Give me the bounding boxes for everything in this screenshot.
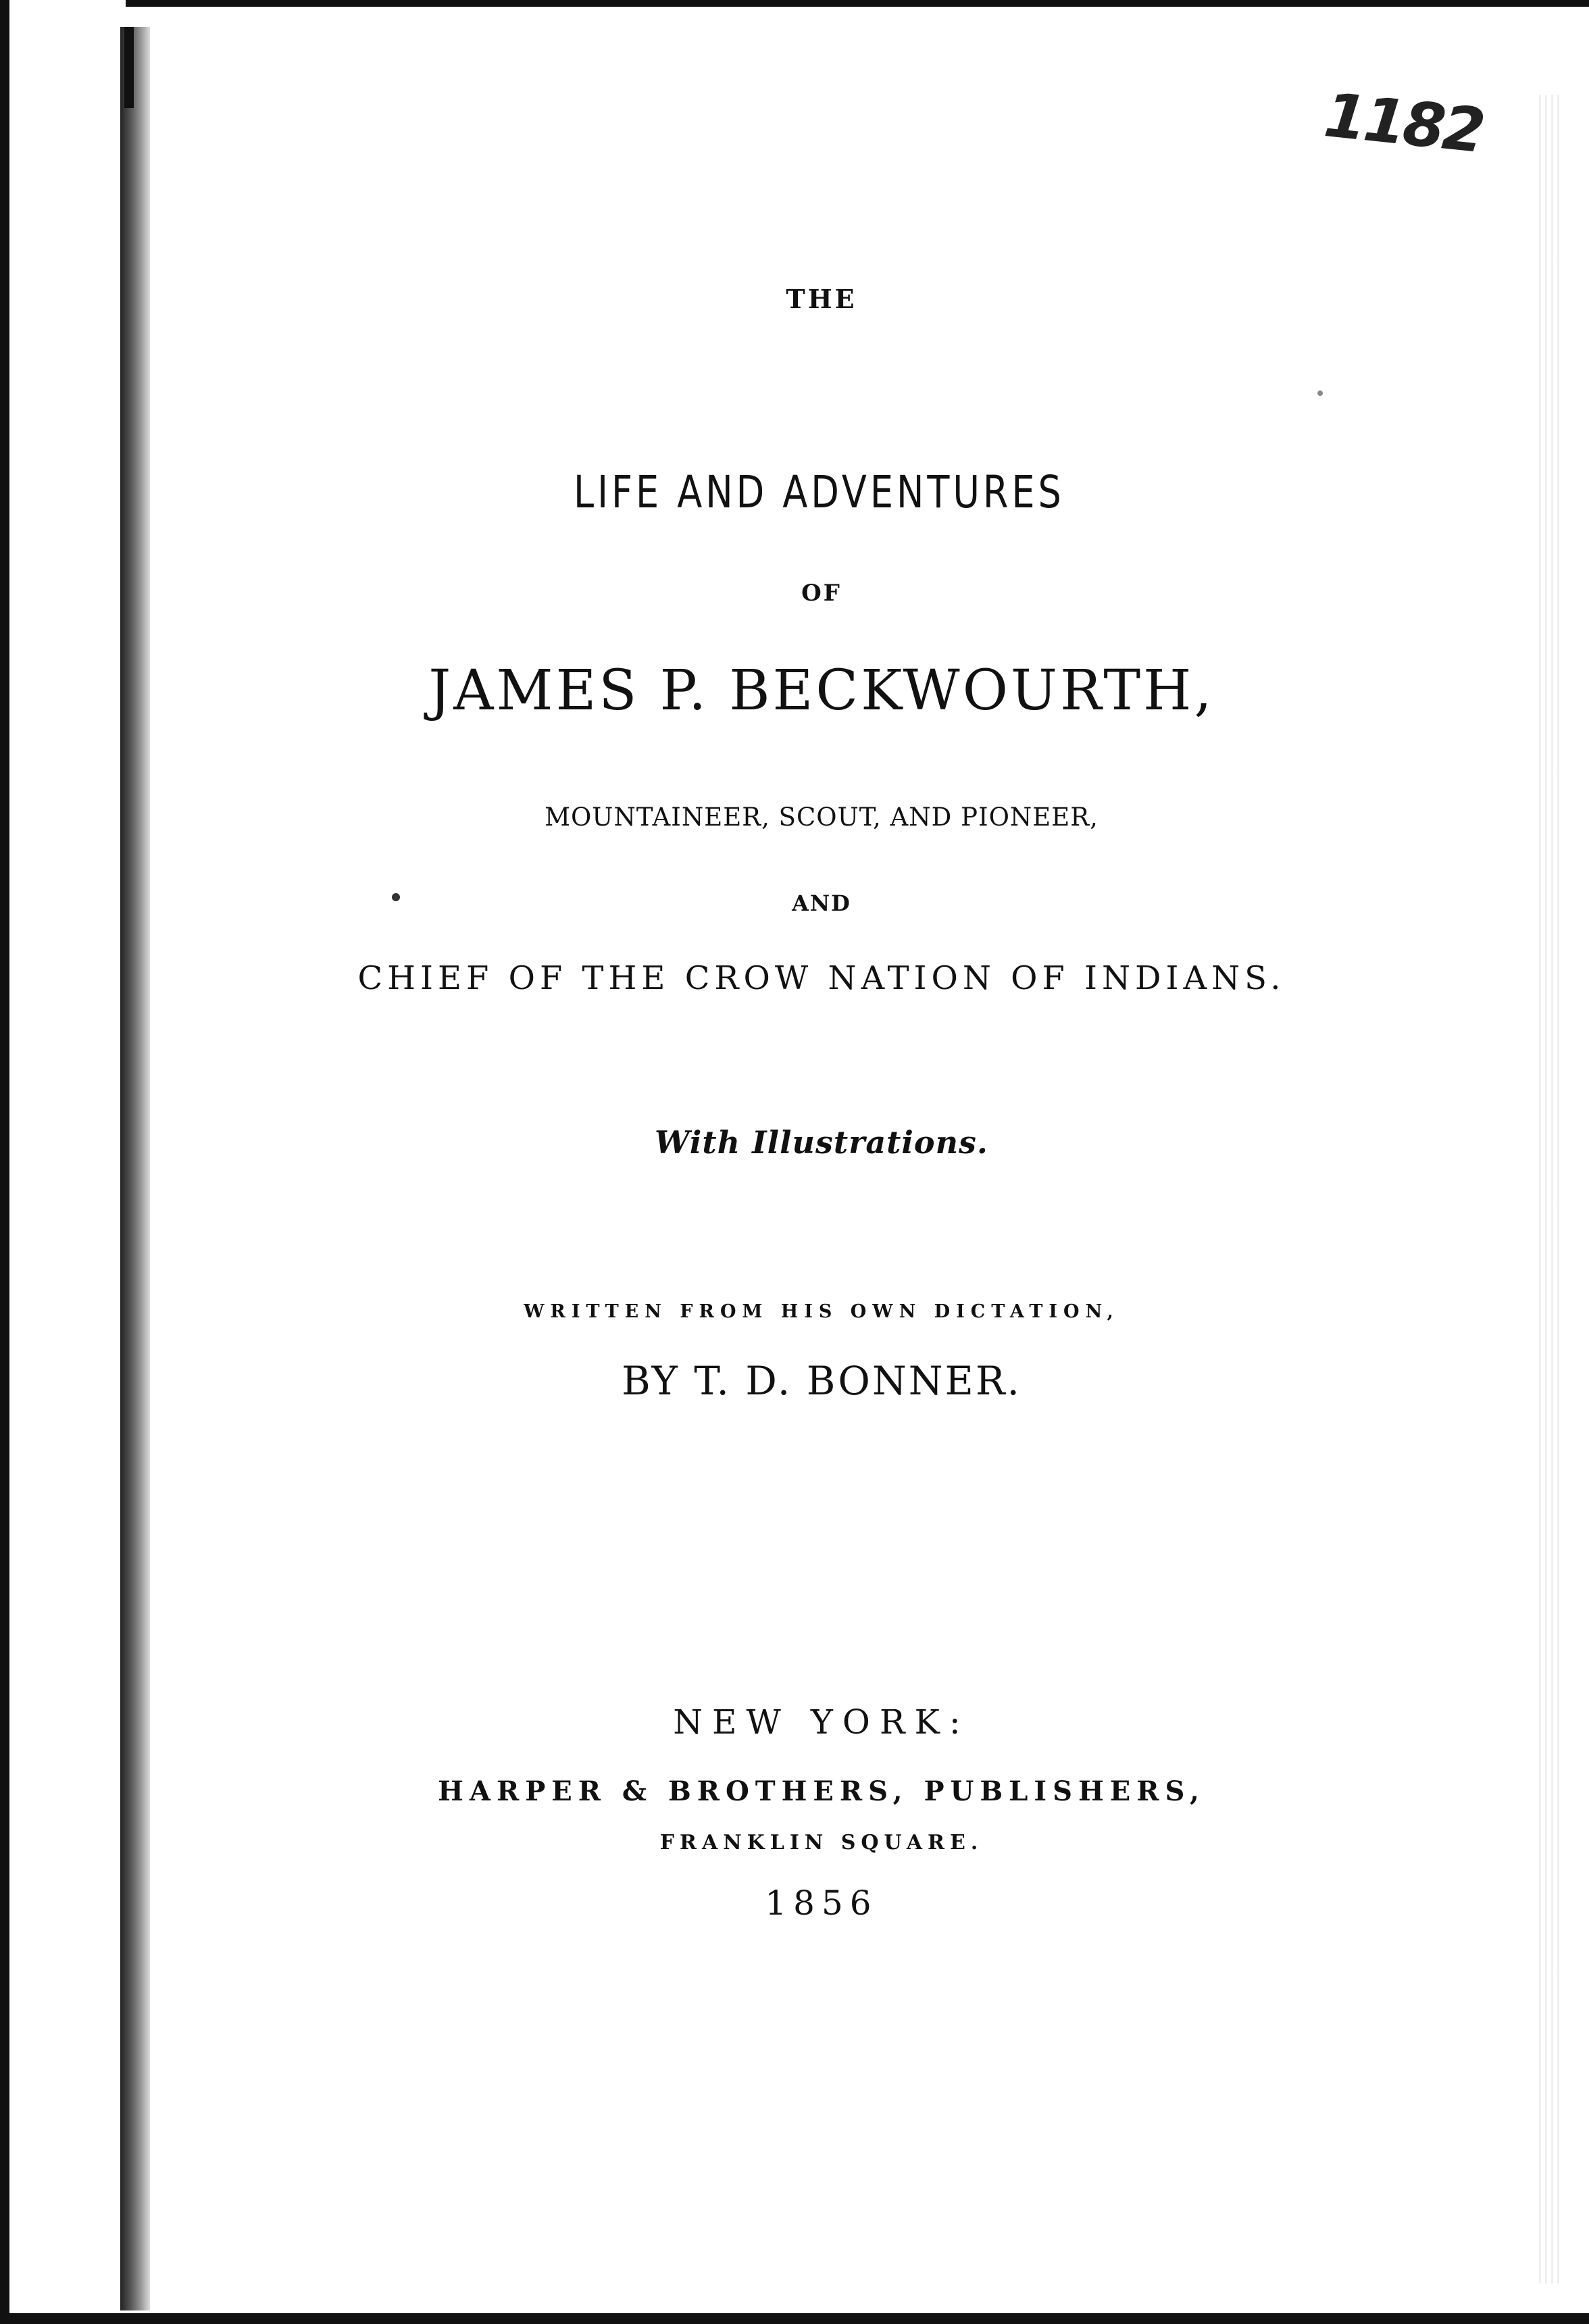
ink-speck [1317,390,1323,396]
title-the: THE [786,284,857,314]
publication-city: NEW YORK: [673,1702,970,1742]
subject-chief-line: CHIEF OF THE CROW NATION OF INDIANS. [357,959,1286,997]
ink-speck [392,893,400,901]
facing-page-edge [9,0,126,2324]
subject-name: JAMES P. BECKWOURTH, [428,659,1215,723]
handwritten-catalog-number: 1182 [1321,80,1486,167]
publisher-name: HARPER & BROTHERS, PUBLISHERS, [438,1775,1205,1807]
title-page [150,27,1569,2297]
scan-left-border [0,0,9,2324]
publisher-address: FRANKLIN SQUARE. [659,1831,984,1854]
publication-year: 1856 [765,1884,878,1923]
subject-occupations: MOUNTAINEER, SCOUT, AND PIONEER, [545,803,1099,832]
dictation-note: WRITTEN FROM HIS OWN DICTATION, [524,1301,1119,1322]
title-and: AND [792,890,851,916]
author-line: BY T. D. BONNER. [622,1358,1022,1404]
title-of: OF [801,580,842,607]
gutter-dark-mark [124,27,134,108]
title-life-and-adventures: LIFE AND ADVENTURES [574,466,1065,518]
with-illustrations-note: With Illustrations. [655,1124,988,1161]
scan-bottom-border [0,2313,1589,2324]
book-gutter-shadow [120,27,150,2310]
page-edge-stack [1535,95,1562,2283]
scan-top-border [0,0,1589,7]
